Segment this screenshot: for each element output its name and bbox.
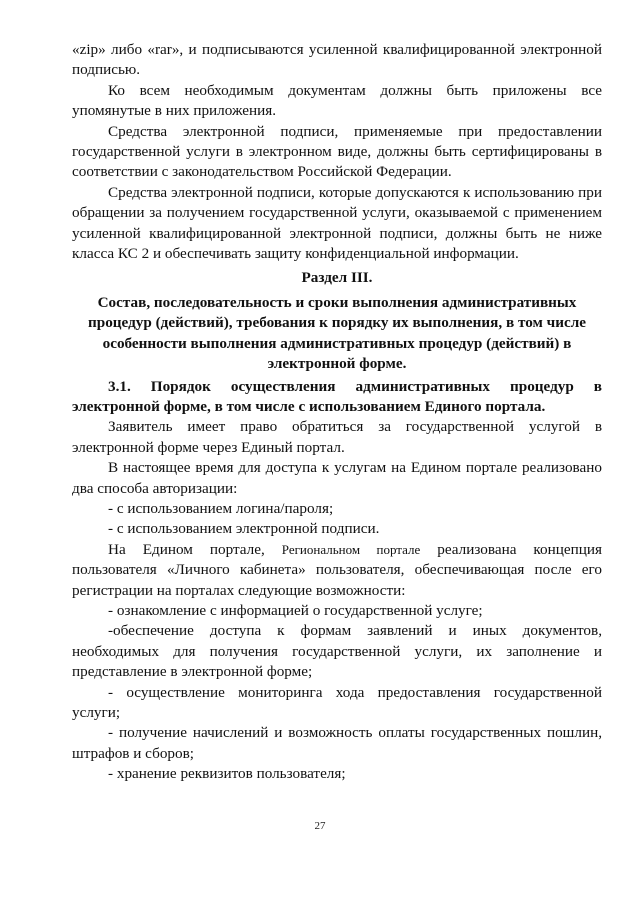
list-item: - с использованием электронной подписи. bbox=[108, 520, 380, 538]
list-item: - получение начислений и возможность оплаты государственных пошлин, штрафов и сборов; bbox=[72, 724, 602, 762]
list-item: - ознакомление с информацией о государственной услуге; bbox=[108, 601, 483, 619]
paragraph: Ко всем необходимым документам должны быть приложены все упомянутые в них приложения. bbox=[72, 81, 602, 120]
paragraph: Средства электронной подписи, которые допускаются к использованию при обращении за получением государственной услуги, оказываемой с применением усиленной квалифицированной электронной подписи, должны быть не ниже класса КС 2 и обеспечивать защиту конфиденциальной информации. bbox=[72, 183, 602, 263]
section-subtitle: Состав, последовательность и сроки выполнения административных процедур (действий), требования к порядку их выполнения, в том числе особенности выполнения административных процедур (действий) в электронной форме. bbox=[88, 293, 586, 373]
portal-paragraph-end: реализована концепция пользователя «Личного кабинета» пользователя, обеспечивающая после его регистрации на порталах следующие возможности: bbox=[72, 540, 602, 599]
list-item: - осуществление мониторинга хода предоставления государственной услуги; bbox=[72, 683, 602, 721]
portal-paragraph bbox=[72, 540, 602, 601]
portal-paragraph-start: На Едином портале, bbox=[108, 540, 265, 558]
paragraph: В настоящее время для доступа к услугам на Едином портале реализовано два способа авторизации: bbox=[72, 459, 602, 497]
list-item: - хранение реквизитов пользователя; bbox=[108, 765, 346, 783]
document-page bbox=[72, 40, 602, 785]
portal-paragraph-insertion: Региональном портале bbox=[281, 541, 421, 557]
page-number: 27 bbox=[314, 820, 326, 832]
section-title: Раздел III. bbox=[301, 269, 373, 287]
paragraph: Заявитель имеет право обратиться за государственной услугой в электронной форме через Единый портал. bbox=[72, 418, 602, 456]
list-item: - с использованием логина/пароля; bbox=[108, 499, 334, 517]
clause-heading: 3.1. Порядок осуществления административных процедур в электронной форме, в том числе с использованием Единого портала. bbox=[72, 377, 602, 415]
paragraph: Средства электронной подписи, применяемые при предоставлении государственной услуги в электронном виде, должны быть сертифицированы в соответствии с законодательством Российской Федерации. bbox=[72, 122, 602, 181]
paragraph: «zip» либо «rar», и подписываются усиленной квалифицированной электронной подписью. bbox=[72, 41, 602, 79]
list-item: -обеспечение доступа к формам заявлений и иных документов, необходимых для получения государственной услуги, их заполнение и представление в электронной форме; bbox=[72, 622, 602, 681]
